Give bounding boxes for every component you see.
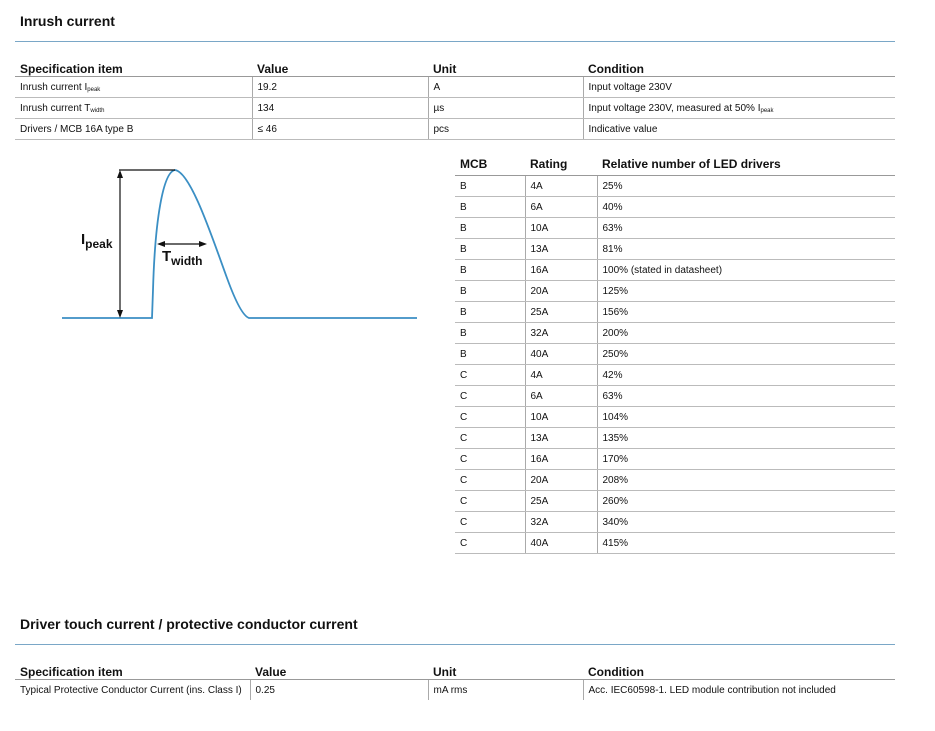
mcb-table-row <box>455 512 895 533</box>
mcb-relative-number: 260% <box>597 491 895 512</box>
spec-unit: µs <box>428 98 583 119</box>
mcb-relative-number: 135% <box>597 428 895 449</box>
header-mcb: MCB <box>455 153 525 176</box>
mcb-type: B <box>455 323 525 344</box>
mcb-type: C <box>455 449 525 470</box>
header-condition: Condition <box>583 658 895 680</box>
touch-title-rule <box>15 644 895 645</box>
mcb-type: C <box>455 470 525 491</box>
mcb-table-row <box>455 491 895 512</box>
table-row <box>15 77 895 98</box>
spec-value: ≤ 46 <box>252 119 428 140</box>
inrush-title-rule <box>15 41 895 42</box>
mcb-type: C <box>455 407 525 428</box>
mcb-table-row <box>455 176 895 197</box>
mcb-type: C <box>455 512 525 533</box>
spec-condition: Input voltage 230V <box>583 77 895 98</box>
mcb-table-row <box>455 386 895 407</box>
inrush-spec-table <box>15 55 895 140</box>
mcb-rating: 16A <box>525 260 597 281</box>
mcb-table <box>455 153 895 554</box>
header-unit: Unit <box>428 55 583 77</box>
spec-item: Drivers / MCB 16A type B <box>15 119 252 140</box>
spec-item: Inrush current $I_{peak}$ <box>15 77 252 98</box>
header-condition: Condition <box>583 55 895 77</box>
spec-item: Inrush current $T_{width}$ <box>15 98 252 119</box>
mcb-rating: 40A <box>525 533 597 554</box>
mcb-rating: 32A <box>525 323 597 344</box>
ipeak-arrow-head-top <box>117 170 123 178</box>
header-spec-item: Specification item <box>15 658 250 680</box>
mcb-type: C <box>455 428 525 449</box>
mcb-table-row <box>455 344 895 365</box>
mcb-rating: 20A <box>525 281 597 302</box>
mcb-relative-number: 200% <box>597 323 895 344</box>
mcb-table-row <box>455 428 895 449</box>
mcb-type: B <box>455 260 525 281</box>
mcb-table-row <box>455 218 895 239</box>
mcb-type: B <box>455 197 525 218</box>
mcb-rating: 13A <box>525 428 597 449</box>
mcb-type: B <box>455 239 525 260</box>
spec-condition: Input voltage 230V, measured at 50% $I_{peak}$ <box>583 98 895 119</box>
mcb-relative-number: 40% <box>597 197 895 218</box>
mcb-table-row <box>455 302 895 323</box>
mcb-table-row <box>455 470 895 491</box>
mcb-table-row <box>455 239 895 260</box>
mcb-table-row <box>455 260 895 281</box>
twidth-label: $T_{width}$ <box>162 248 203 268</box>
mcb-rating: 40A <box>525 344 597 365</box>
spec-value: 134 <box>252 98 428 119</box>
inrush-section-title: Inrush current <box>20 13 115 29</box>
mcb-rating: 4A <box>525 176 597 197</box>
spec-item: Typical Protective Conductor Current (ins. Class I) <box>20 684 242 696</box>
mcb-rating: 6A <box>525 197 597 218</box>
mcb-relative-number: 25% <box>597 176 895 197</box>
mcb-relative-number: 63% <box>597 218 895 239</box>
header-spec-item: Specification item <box>15 55 252 77</box>
mcb-table-row <box>455 449 895 470</box>
spec-condition: Indicative value <box>583 119 895 140</box>
spec-unit: A <box>428 77 583 98</box>
mcb-relative-number: 81% <box>597 239 895 260</box>
mcb-type: B <box>455 302 525 323</box>
mcb-table-row <box>455 533 895 554</box>
mcb-relative-number: 170% <box>597 449 895 470</box>
table-row <box>15 98 895 119</box>
touch-header-row <box>15 658 895 680</box>
inrush-header-row <box>15 55 895 77</box>
mcb-relative-number: 125% <box>597 281 895 302</box>
spec-unit: mA rms <box>428 680 583 701</box>
mcb-relative-number: 415% <box>597 533 895 554</box>
table-row <box>15 119 895 140</box>
mcb-type: C <box>455 491 525 512</box>
mcb-relative-number: 250% <box>597 344 895 365</box>
header-rating: Rating <box>525 153 597 176</box>
mcb-relative-number: 156% <box>597 302 895 323</box>
spec-unit: pcs <box>428 119 583 140</box>
mcb-type: C <box>455 386 525 407</box>
mcb-relative-number: 340% <box>597 512 895 533</box>
mcb-rating: 20A <box>525 470 597 491</box>
header-relative-number: Relative number of LED drivers <box>597 153 895 176</box>
mcb-rating: 32A <box>525 512 597 533</box>
mcb-type: C <box>455 533 525 554</box>
mcb-table-row <box>455 365 895 386</box>
mcb-relative-number: 104% <box>597 407 895 428</box>
header-value: Value <box>252 55 428 77</box>
spec-value: 0.25 <box>250 680 428 701</box>
mcb-table-row <box>455 281 895 302</box>
mcb-relative-number: 100% (stated in datasheet) <box>597 260 895 281</box>
mcb-relative-number: 208% <box>597 470 895 491</box>
mcb-table-row <box>455 407 895 428</box>
mcb-table-row <box>455 197 895 218</box>
spec-value: 19.2 <box>252 77 428 98</box>
mcb-type: C <box>455 365 525 386</box>
twidth-arrow-head-left <box>157 241 165 247</box>
ipeak-arrow-head-bottom <box>117 310 123 318</box>
mcb-rating: 10A <box>525 407 597 428</box>
mcb-type: B <box>455 176 525 197</box>
ipeak-label: $I_{peak}$ <box>81 231 113 251</box>
mcb-rating: 25A <box>525 491 597 512</box>
mcb-rating: 13A <box>525 239 597 260</box>
touch-current-table <box>15 658 895 700</box>
header-unit: Unit <box>428 658 583 680</box>
mcb-rating: 6A <box>525 386 597 407</box>
mcb-type: B <box>455 281 525 302</box>
inrush-waveform-diagram <box>55 160 425 330</box>
mcb-table-row <box>455 323 895 344</box>
mcb-rating: 25A <box>525 302 597 323</box>
mcb-relative-number: 63% <box>597 386 895 407</box>
mcb-type: B <box>455 344 525 365</box>
spec-condition: Acc. IEC60598-1. LED module contribution not included <box>583 680 895 701</box>
twidth-arrow-head-right <box>199 241 207 247</box>
mcb-rating: 16A <box>525 449 597 470</box>
inrush-curve <box>62 170 417 318</box>
mcb-rating: 10A <box>525 218 597 239</box>
table-row <box>15 680 895 701</box>
mcb-type: B <box>455 218 525 239</box>
mcb-rating: 4A <box>525 365 597 386</box>
mcb-relative-number: 42% <box>597 365 895 386</box>
mcb-header-row <box>455 153 895 176</box>
touch-current-section-title: Driver touch current / protective conductor current <box>20 616 358 632</box>
header-value: Value <box>250 658 428 680</box>
